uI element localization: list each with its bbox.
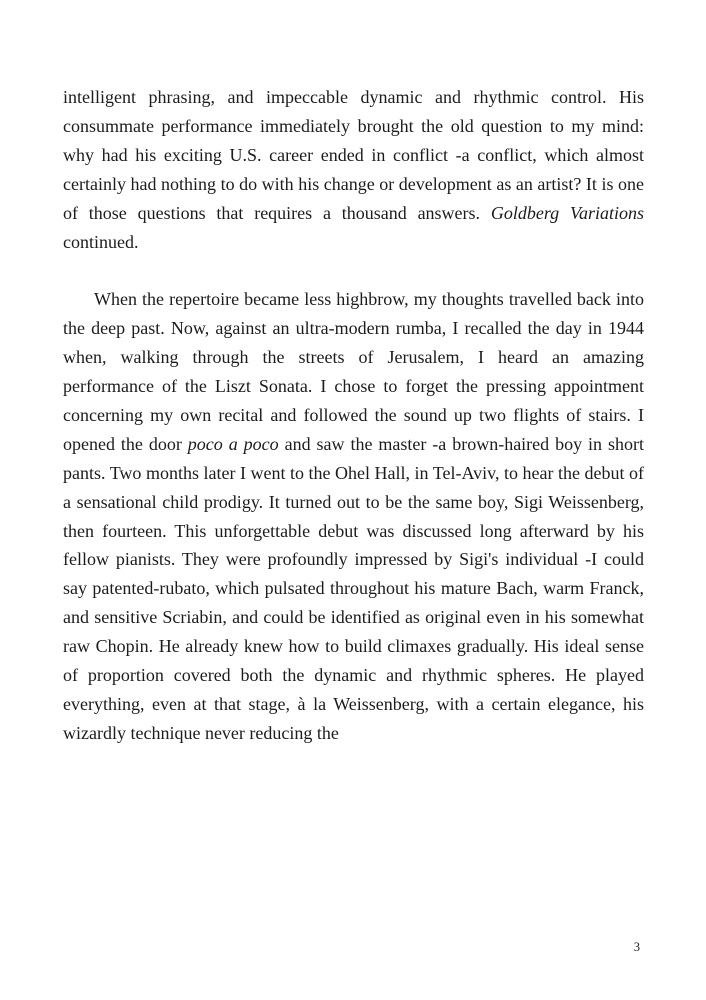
text-segment: When the repertoire became less highbrow, my thoughts travelled back into the deep past. Now, against an ultra-modern rumba, I recalled the day in 1944 when, walking through the streets of Jerusalem, I heard an amazing performance of the Liszt Sonata. I chose to forget the pressing appointment concerning my own recital and followed the sound up two flights of stairs. I opened the door [63,289,644,454]
page-number: 3 [633,940,640,954]
paragraph [63,83,644,256]
text-segment: intelligent phrasing, and impeccable dynamic and rhythmic control. His consummate performance immediately brought the old question to my mind: why had his exciting U.S. career ended in conflict -a conflict, which almost certainly had nothing to do with his change or development as an artist? It is one of those questions that requires a thousand answers. [63,87,644,223]
page-body-text [63,83,644,748]
paragraph [63,285,644,748]
text-segment: and saw the master -a brown-haired boy in short pants. Two months later I went to the Ohel Hall, in Tel-Aviv, to hear the debut of a sensational child prodigy. It turned out to be the same boy, Sigi Weissenberg, then fourteen. This unforgettable debut was discussed long afterward by his fellow pianists. They were profoundly impressed by Sigi's individual -I could say patented-rubato, which pulsated throughout his mature Bach, warm Franck, and sensitive Scriabin, and could be identified as original even in his somewhat raw Chopin. He already knew how to build climaxes gradually. His ideal sense of proportion covered both the dynamic and rhythmic spheres. He played everything, even at that stage, à la Weissenberg, with a certain elegance, his wizardly technique never reducing the [63,433,644,743]
text-segment-italic: Goldberg Variations [490,202,645,223]
text-segment-italic: poco a poco [187,433,279,454]
text-segment: continued. [63,231,139,252]
